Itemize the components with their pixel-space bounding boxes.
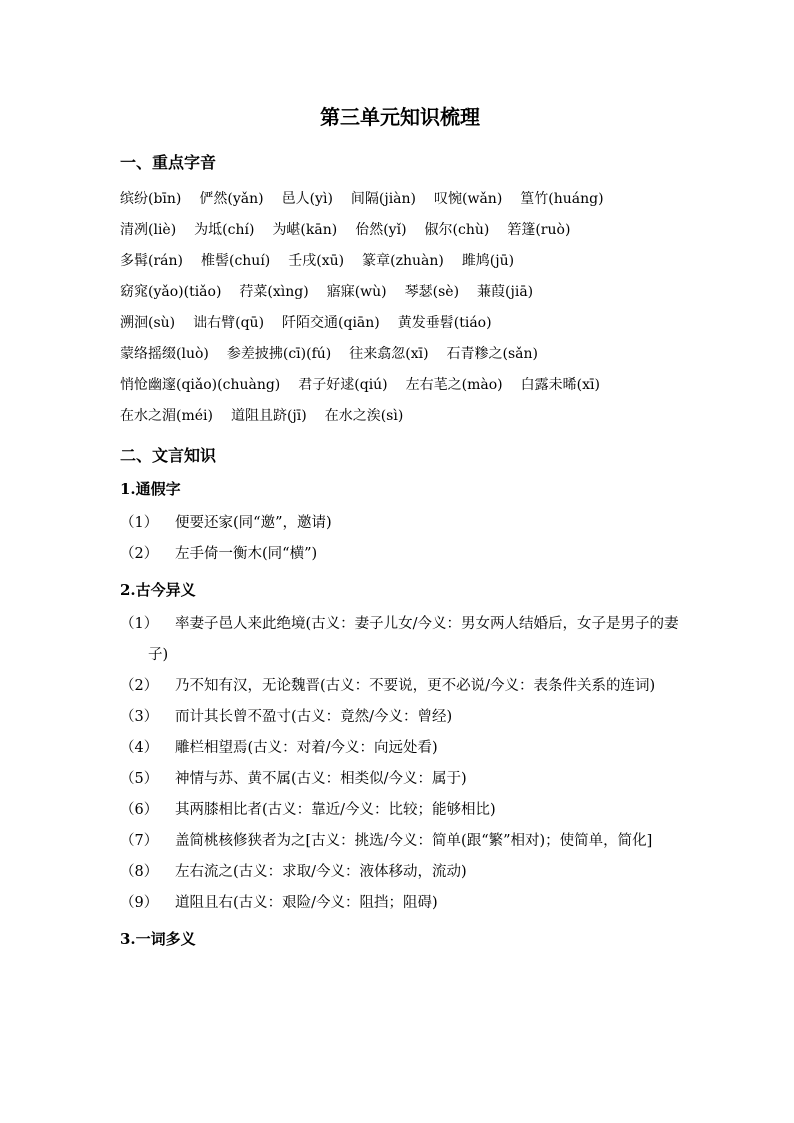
list-item	[120, 795, 680, 826]
pinyin-item: 篁竹(huáng)	[520, 191, 604, 207]
item-number: （7）	[120, 833, 159, 849]
item-text: 神情与苏、黄不属(古义：相类似/今义：属于)	[175, 771, 467, 787]
pinyin-line	[120, 277, 680, 308]
pinyin-item: 往来翕忽(xī)	[349, 346, 429, 362]
item-text: 率妻子邑人来此绝境(古义：妻子儿女/今义：男女两人结婚后，女子是男子的妻子)	[148, 616, 679, 663]
tongjiazi-list	[120, 508, 680, 570]
pinyin-line	[120, 339, 680, 370]
gujinyiyi-list	[120, 609, 680, 919]
document-page	[120, 103, 680, 958]
pinyin-item: 俶尔(chù)	[424, 222, 490, 238]
pinyin-item: 阡陌交通(qiān)	[282, 315, 380, 331]
pinyin-item: 诎右臂(qū)	[193, 315, 265, 331]
pinyin-item: 佁然(yǐ)	[355, 222, 407, 238]
pinyin-item: 椎髻(chuí)	[200, 253, 271, 269]
pinyin-item: 为嵁(kān)	[272, 222, 338, 238]
pinyin-line	[120, 246, 680, 277]
pinyin-item: 道阻且跻(jī)	[230, 408, 307, 424]
item-text: 便要还家(同“邀”，邀请)	[175, 515, 332, 531]
list-item	[120, 508, 680, 539]
page-title: 第三单元知识梳理	[320, 105, 480, 129]
pinyin-line	[120, 184, 680, 215]
pinyin-item: 缤纷(bīn)	[120, 191, 182, 207]
pinyin-item: 壬戌(xū)	[288, 253, 345, 269]
pinyin-item: 左右芼之(mào)	[405, 377, 503, 393]
pinyin-item: 石青糁之(sǎn)	[446, 346, 539, 362]
pinyin-item: 箬篷(ruò)	[507, 222, 571, 238]
list-item	[120, 609, 680, 671]
list-item	[120, 888, 680, 919]
list-item	[120, 826, 680, 857]
section-heading-pronunciation: 一、重点字音	[120, 153, 217, 172]
item-text: 而计其长曾不盈寸(古义：竟然/今义：曾经)	[175, 709, 453, 725]
list-item	[120, 539, 680, 570]
item-number: （2）	[120, 678, 159, 694]
pinyin-line	[120, 370, 680, 401]
item-number: （1）	[120, 515, 159, 531]
item-number: （8）	[120, 864, 159, 880]
subheading-gujinyiyi: 2.古今异义	[120, 581, 196, 599]
list-item	[120, 857, 680, 888]
pinyin-item: 篆章(zhuàn)	[362, 253, 444, 269]
item-number: （4）	[120, 740, 159, 756]
pinyin-item: 邑人(yì)	[281, 191, 333, 207]
pinyin-line	[120, 308, 680, 339]
pinyin-item: 君子好逑(qiú)	[298, 377, 388, 393]
list-item	[120, 671, 680, 702]
pinyin-item: 琴瑟(sè)	[404, 284, 460, 300]
item-number: （1）	[120, 616, 159, 632]
pinyin-item: 清冽(liè)	[120, 222, 177, 238]
item-text: 左手倚一衡木(同“横”)	[175, 546, 318, 562]
item-number: （2）	[120, 546, 159, 562]
pinyin-line	[120, 401, 680, 432]
item-text: 乃不知有汉，无论魏晋(古义：不要说，更不必说/今义：表条件关系的连词)	[175, 678, 656, 694]
pinyin-item: 俨然(yǎn)	[199, 191, 264, 207]
subheading-tongjiazi: 1.通假字	[120, 480, 181, 498]
pinyin-item: 窈窕(yǎo)(tiǎo)	[120, 284, 222, 300]
pinyin-item: 荇菜(xìng)	[239, 284, 309, 300]
item-number: （9）	[120, 895, 159, 911]
pinyin-item: 白露未晞(xī)	[520, 377, 600, 393]
pinyin-item: 参差披拂(cī)(fú)	[226, 346, 332, 362]
list-item	[120, 764, 680, 795]
pinyin-item: 蒙络摇缀(luò)	[120, 346, 209, 362]
pinyin-item: 间隔(jiàn)	[350, 191, 417, 207]
item-text: 雕栏相望焉(古义：对着/今义：向远处看)	[175, 740, 438, 756]
item-number: （5）	[120, 771, 159, 787]
pinyin-item: 溯洄(sù)	[120, 315, 176, 331]
pinyin-item: 黄发垂髫(tiáo)	[397, 315, 492, 331]
item-number: （6）	[120, 802, 159, 818]
pinyin-line	[120, 215, 680, 246]
pinyin-item: 在水之涘(sì)	[324, 408, 404, 424]
pinyin-item: 蒹葭(jiā)	[477, 284, 534, 300]
item-text: 其两膝相比者(古义：靠近/今义：比较；能够相比)	[175, 802, 496, 818]
item-text: 盖简桃核修狭者为之[古义：挑选/今义：简单(跟“繁”相对)；使简单，简化]	[175, 833, 653, 849]
pinyin-item: 寤寐(wù)	[326, 284, 387, 300]
pinyin-item: 悄怆幽邃(qiǎo)(chuàng)	[120, 377, 281, 393]
pinyin-item: 多髯(rán)	[120, 253, 183, 269]
list-item	[120, 733, 680, 764]
pinyin-list	[120, 184, 680, 432]
item-number: （3）	[120, 709, 159, 725]
list-item	[120, 702, 680, 733]
pinyin-item: 为坻(chí)	[194, 222, 255, 238]
item-text: 左右流之(古义：求取/今义：液体移动，流动)	[175, 864, 467, 880]
pinyin-item: 叹惋(wǎn)	[434, 191, 503, 207]
pinyin-item: 雎鸠(jū)	[461, 253, 515, 269]
subheading-yiciduoyi: 3.一词多义	[120, 930, 196, 948]
item-text: 道阻且右(古义：艰险/今义：阻挡；阻碍)	[175, 895, 438, 911]
pinyin-item: 在水之湄(méi)	[120, 408, 213, 424]
section-heading-classical: 二、文言知识	[120, 446, 217, 465]
